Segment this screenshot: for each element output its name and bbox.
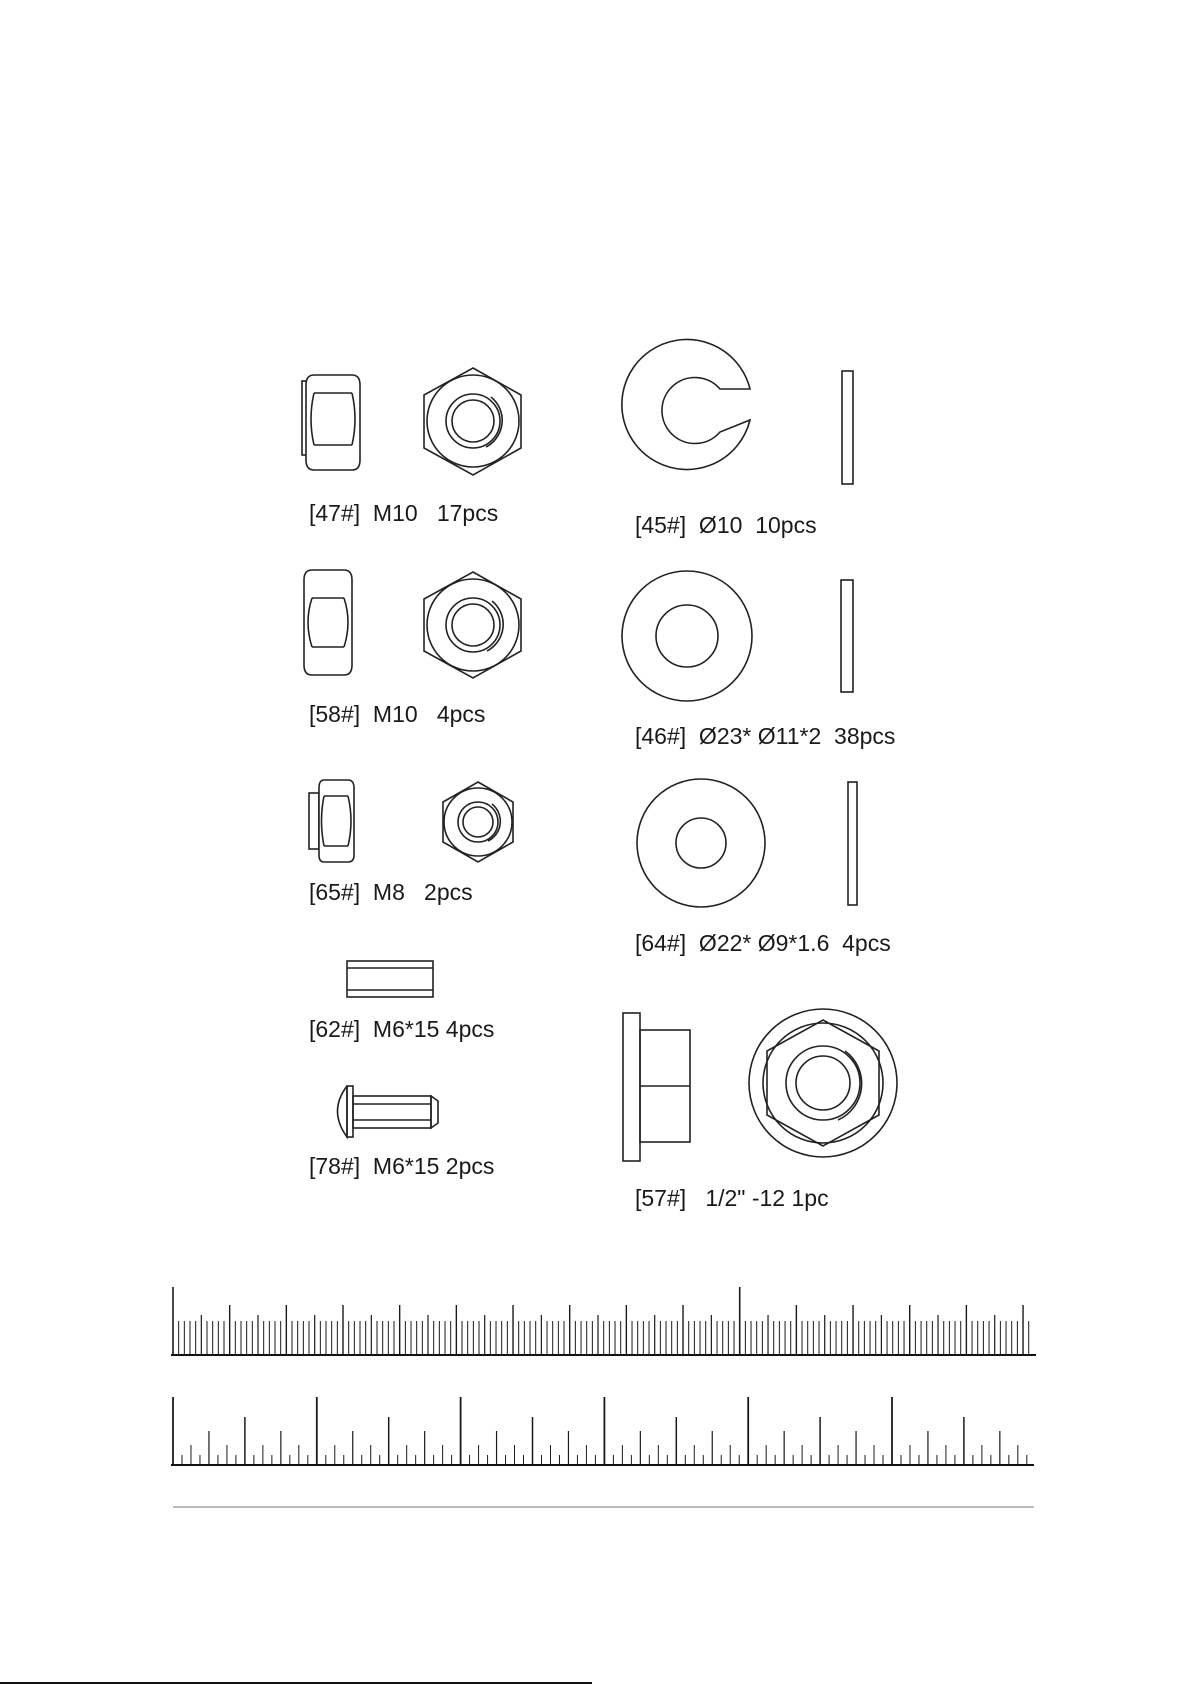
inch-ruler xyxy=(173,1397,1027,1465)
part-78-label: [78#] M6*15 2pcs xyxy=(309,1153,495,1179)
part-46-label: [46#] Ø23* Ø11*2 38pcs xyxy=(635,723,896,749)
part-57-label: [57#] 1/2" -12 1pc xyxy=(635,1185,829,1211)
part-65-label: [65#] M8 2pcs xyxy=(309,879,473,905)
part-45-label: [45#] Ø10 10pcs xyxy=(635,512,817,538)
metric-ruler xyxy=(173,1287,1029,1355)
part-58-label: [58#] M10 4pcs xyxy=(309,701,486,727)
part-47-label: [47#] M10 17pcs xyxy=(309,500,499,526)
part-64-label: [64#] Ø22* Ø9*1.6 4pcs xyxy=(635,930,891,956)
part-62-label: [62#] M6*15 4pcs xyxy=(309,1016,495,1042)
